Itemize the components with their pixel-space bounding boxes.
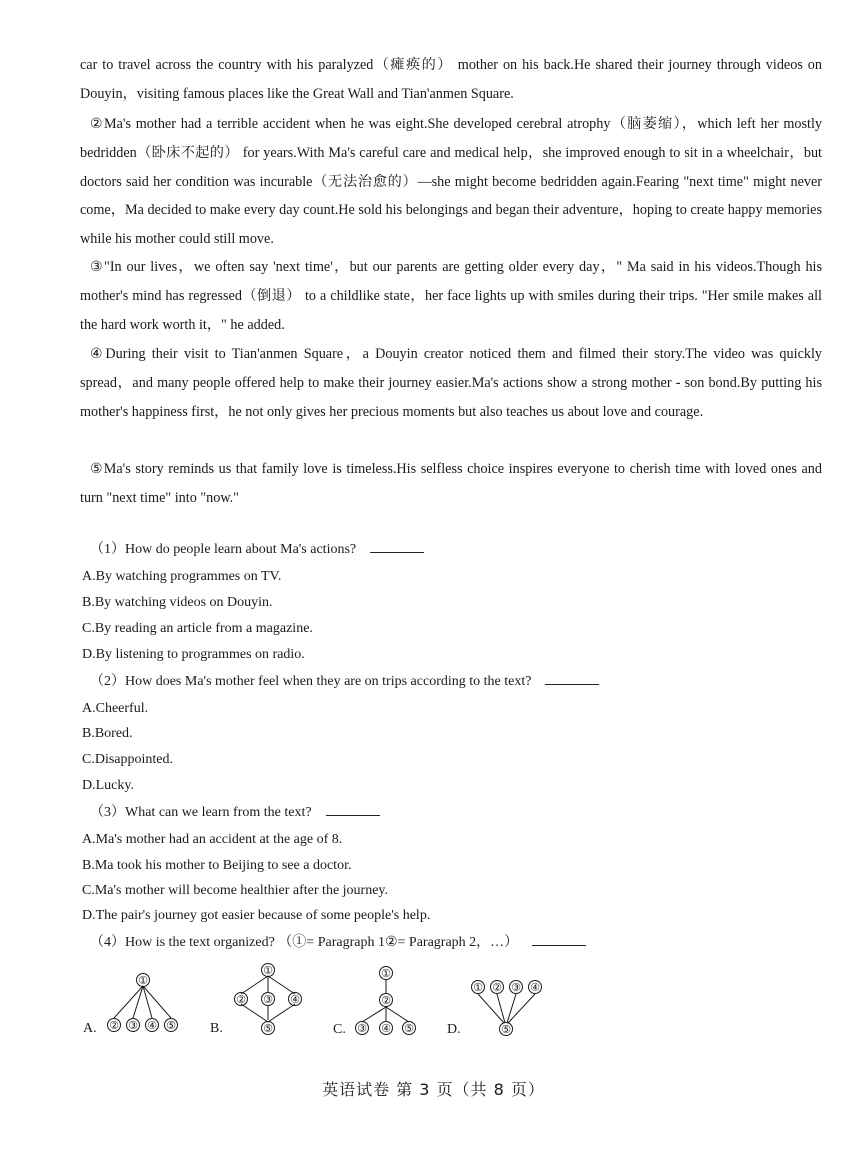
node-5: ⑤	[263, 1022, 273, 1035]
passage-paragraph-1-continued: car to travel across the country with his paralyzed（瘫痪的） mother on his back.He shared their journey through videos on Douyin，visiting famous places like the Great Wall and Tian'anmen Square.	[80, 57, 822, 102]
node-2: ②	[109, 1019, 119, 1032]
diagram-option-a[interactable]	[100, 968, 190, 1040]
node-4: ④	[381, 1022, 391, 1035]
question-3-stem: （3）What can we learn from the text?	[90, 805, 312, 820]
question-4-stem: （4）How is the text organized? （①= Paragraph 1②= Paragraph 2，…）	[90, 935, 519, 950]
question-2-stem: （2）How does Ma's mother feel when they are on trips according to the text?	[90, 674, 532, 689]
answer-blank-4[interactable]	[532, 933, 586, 946]
question-3-option-c[interactable]: C.Ma's mother will become healthier after the journey.	[82, 883, 389, 898]
node-5: ⑤	[501, 1023, 511, 1036]
passage-paragraph-4: ④During their visit to Tian'anmen Square，a Douyin creator noticed them and filmed their story.The video was quickly spread，and many people offered help to make their journey easier.Ma's actions show a strong mother - son bond.By putting his mother's happiness first，he not only gives her precious moments but also teaches us about love and courage.	[80, 346, 822, 420]
diagram-option-c[interactable]	[350, 964, 430, 1042]
question-3-option-a[interactable]: A.Ma's mother had an accident at the age of 8.	[82, 832, 343, 847]
node-2: ②	[492, 981, 502, 994]
node-5: ⑤	[166, 1019, 176, 1032]
node-4: ④	[147, 1019, 157, 1032]
node-3: ③	[511, 981, 521, 994]
question-3-option-d[interactable]: D.The pair's journey got easier because of some people's help.	[82, 908, 431, 923]
node-2: ②	[381, 994, 391, 1007]
node-4: ④	[530, 981, 540, 994]
question-2-option-d[interactable]: D.Lucky.	[82, 778, 134, 793]
question-1	[90, 540, 424, 560]
node-5: ⑤	[404, 1022, 414, 1035]
node-4: ④	[290, 993, 300, 1006]
node-3: ③	[263, 993, 273, 1006]
question-4	[90, 933, 586, 953]
diagram-option-b[interactable]	[228, 962, 308, 1042]
question-3-option-b[interactable]: B.Ma took his mother to Beijing to see a doctor.	[82, 858, 352, 873]
node-1: ①	[381, 967, 391, 980]
question-3	[90, 803, 380, 823]
passage-paragraph-3: ③"In our lives，we often say 'next time'，but our parents are getting older every day，" Ma said in his videos.Though his mother's mind has regressed（倒退） to a childlike state，her face lights up with smiles during their trips. "Her smile makes all the hard work worth it，" he added.	[80, 259, 822, 333]
node-1: ①	[473, 981, 483, 994]
question-2	[90, 672, 599, 692]
diagram-option-b-label[interactable]: B.	[210, 1021, 223, 1036]
node-3: ③	[128, 1019, 138, 1032]
diagram-option-d[interactable]	[466, 978, 552, 1042]
question-2-option-a[interactable]: A.Cheerful.	[82, 701, 149, 716]
passage-paragraph-5: ⑤Ma's story reminds us that family love is timeless.His selfless choice inspires everyone to cherish time with loved ones and turn "next time" into "now."	[80, 461, 822, 506]
question-2-option-b[interactable]: B.Bored.	[82, 726, 133, 741]
question-1-stem: （1）How do people learn about Ma's actions?	[90, 542, 357, 557]
page-footer: 英语试卷 第 3 页（共 8 页）	[322, 1080, 545, 1099]
question-1-option-b[interactable]: B.By watching videos on Douyin.	[82, 595, 273, 610]
answer-blank-3[interactable]	[326, 803, 380, 816]
passage-paragraph-2: ②Ma's mother had a terrible accident when he was eight.She developed cerebral atrophy（脑萎缩），which left her mostly bedridden（卧床不起的） for years.With Ma's careful care and medical help，she improved enough to sit in a wheelchair，but doctors said her condition was incurable（无法治愈的）—she might become bedridden again.Fearing "next time" might never come，Ma decided to make every day count.He sold his belongings and began their adventure，hoping to create happy memories while his mother could still move.	[80, 116, 822, 248]
node-3: ③	[357, 1022, 367, 1035]
answer-blank-2[interactable]	[545, 672, 599, 685]
question-1-option-a[interactable]: A.By watching programmes on TV.	[82, 569, 282, 584]
node-2: ②	[236, 993, 246, 1006]
question-2-option-c[interactable]: C.Disappointed.	[82, 752, 173, 767]
node-1: ①	[138, 974, 148, 987]
question-1-option-c[interactable]: C.By reading an article from a magazine.	[82, 621, 313, 636]
answer-blank-1[interactable]	[370, 540, 424, 553]
diagram-option-c-label[interactable]: C.	[333, 1022, 346, 1037]
question-1-option-d[interactable]: D.By listening to programmes on radio.	[82, 647, 305, 662]
node-1: ①	[263, 964, 273, 977]
diagram-option-d-label[interactable]: D.	[447, 1022, 461, 1037]
diagram-option-a-label[interactable]: A.	[83, 1021, 97, 1036]
